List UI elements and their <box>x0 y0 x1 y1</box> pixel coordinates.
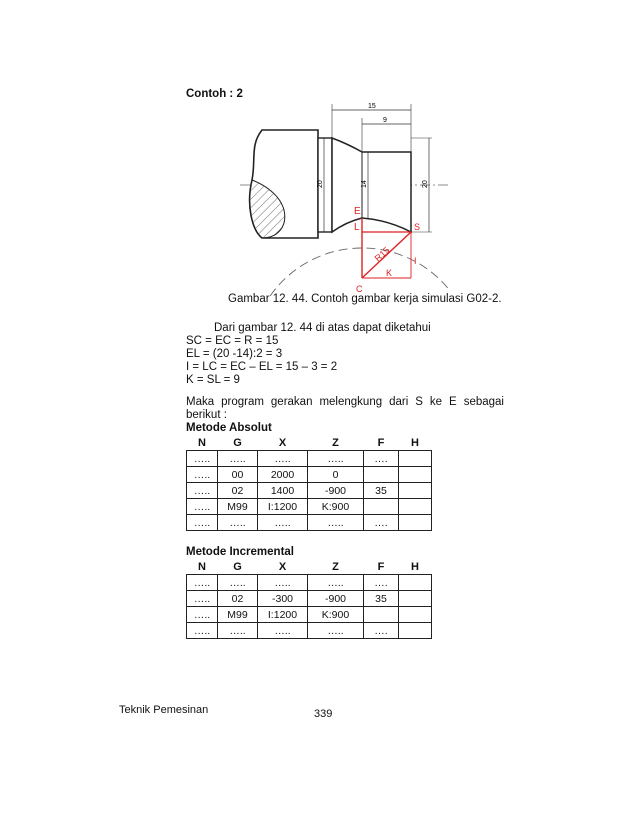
cell-n: ….. <box>187 623 218 639</box>
label-s: S <box>414 222 421 232</box>
cell-x: ….. <box>258 451 308 467</box>
cell-h <box>399 575 432 591</box>
header-n: N <box>198 561 206 573</box>
cell-f: …. <box>364 623 399 639</box>
table-row <box>187 515 432 531</box>
cell-n: ….. <box>187 483 218 499</box>
table-row <box>187 499 432 515</box>
table-row <box>187 607 432 623</box>
dim-14-label: 14 <box>361 180 368 188</box>
cell-g: 02 <box>218 591 258 607</box>
cell-f: …. <box>364 451 399 467</box>
cell-f: …. <box>364 515 399 531</box>
program-text-line1: Maka program gerakan melengkung dari S ke E sebagai <box>186 396 504 408</box>
incremental-title: Metode Incremental <box>186 546 294 558</box>
cell-f: 35 <box>364 591 399 607</box>
cell-x: 1400 <box>258 483 308 499</box>
cell-n: ….. <box>187 451 218 467</box>
arc-circle <box>250 248 450 298</box>
absolute-header-row <box>187 436 432 451</box>
label-r15: R15 <box>372 245 392 264</box>
header-g: G <box>233 437 242 449</box>
cell-z: 0 <box>308 467 364 483</box>
cell-z: ….. <box>308 623 364 639</box>
cell-g: ….. <box>218 451 258 467</box>
cell-h <box>399 499 432 515</box>
cell-f: 35 <box>364 483 399 499</box>
cell-x: ….. <box>258 623 308 639</box>
cell-h <box>399 607 432 623</box>
cell-x: I:1200 <box>258 607 308 623</box>
cell-x: I:1200 <box>258 499 308 515</box>
cell-h <box>399 451 432 467</box>
header-f: F <box>377 561 385 573</box>
cell-f <box>364 467 399 483</box>
dim-15-label: 15 <box>368 103 376 110</box>
label-k: K <box>386 268 393 278</box>
dim-9-label: 9 <box>383 117 387 124</box>
cell-z: ….. <box>308 451 364 467</box>
label-c: C <box>356 284 363 294</box>
header-n: N <box>198 437 206 449</box>
label-l: L <box>354 222 360 233</box>
cell-x: 2000 <box>258 467 308 483</box>
table-row <box>187 575 432 591</box>
incremental-header-row <box>187 560 432 575</box>
cell-g: M99 <box>218 499 258 515</box>
cell-n: ….. <box>187 607 218 623</box>
cell-n: ….. <box>187 467 218 483</box>
label-i: I <box>414 256 417 266</box>
cell-n: ….. <box>187 591 218 607</box>
cell-n: ….. <box>187 575 218 591</box>
equation-3: I = LC = EC – EL = 15 – 3 = 2 <box>186 361 338 373</box>
cell-g: ….. <box>218 575 258 591</box>
absolute-title: Metode Absolut <box>186 422 272 434</box>
cell-h <box>399 591 432 607</box>
header-h: H <box>411 437 419 449</box>
cell-g: ….. <box>218 515 258 531</box>
header-g: G <box>233 561 242 573</box>
header-h: H <box>411 561 419 573</box>
technical-drawing <box>230 98 450 298</box>
cell-n: ….. <box>187 515 218 531</box>
program-text-line2: berikut : <box>186 409 227 421</box>
table-row <box>187 467 432 483</box>
cell-f <box>364 499 399 515</box>
cell-x: ….. <box>258 575 308 591</box>
cell-x: -300 <box>258 591 308 607</box>
table-row <box>187 623 432 639</box>
cell-f: …. <box>364 575 399 591</box>
cell-h <box>399 467 432 483</box>
figure-caption: Gambar 12. 44. Contoh gambar kerja simulasi G02-2. <box>228 293 502 305</box>
cell-z: ….. <box>308 575 364 591</box>
cell-z: K:900 <box>308 499 364 515</box>
table-row <box>187 483 432 499</box>
cell-n: ….. <box>187 499 218 515</box>
page-number: 339 <box>314 708 333 720</box>
cell-f <box>364 607 399 623</box>
header-z: Z <box>332 561 339 573</box>
absolute-table <box>186 436 432 531</box>
cell-g: ….. <box>218 623 258 639</box>
cell-g: 02 <box>218 483 258 499</box>
cell-z: -900 <box>308 483 364 499</box>
equation-1: SC = EC = R = 15 <box>186 335 279 347</box>
cell-z: ….. <box>308 515 364 531</box>
cell-h <box>399 515 432 531</box>
header-x: X <box>278 437 287 449</box>
equation-4: K = SL = 9 <box>186 374 240 386</box>
dim-20-right-label: 20 <box>422 180 429 188</box>
example-heading: Contoh : 2 <box>186 88 243 100</box>
table-row <box>187 591 432 607</box>
cell-z: -900 <box>308 591 364 607</box>
footer-book-title: Teknik Pemesinan <box>119 704 209 716</box>
header-z: Z <box>332 437 339 449</box>
intro-text: Dari gambar 12. 44 di atas dapat diketahui <box>214 322 431 334</box>
cell-g: M99 <box>218 607 258 623</box>
header-f: F <box>377 437 385 449</box>
cell-x: ….. <box>258 515 308 531</box>
dim-20-left-label: 20 <box>317 180 324 188</box>
concave-section <box>332 138 411 232</box>
label-e: E <box>354 206 361 217</box>
header-x: X <box>278 561 287 573</box>
equation-2: EL = (20 -14):2 = 3 <box>186 348 283 360</box>
incremental-table <box>186 560 432 639</box>
table-row <box>187 451 432 467</box>
cell-z: K:900 <box>308 607 364 623</box>
cell-h <box>399 483 432 499</box>
cell-h <box>399 623 432 639</box>
cell-g: 00 <box>218 467 258 483</box>
